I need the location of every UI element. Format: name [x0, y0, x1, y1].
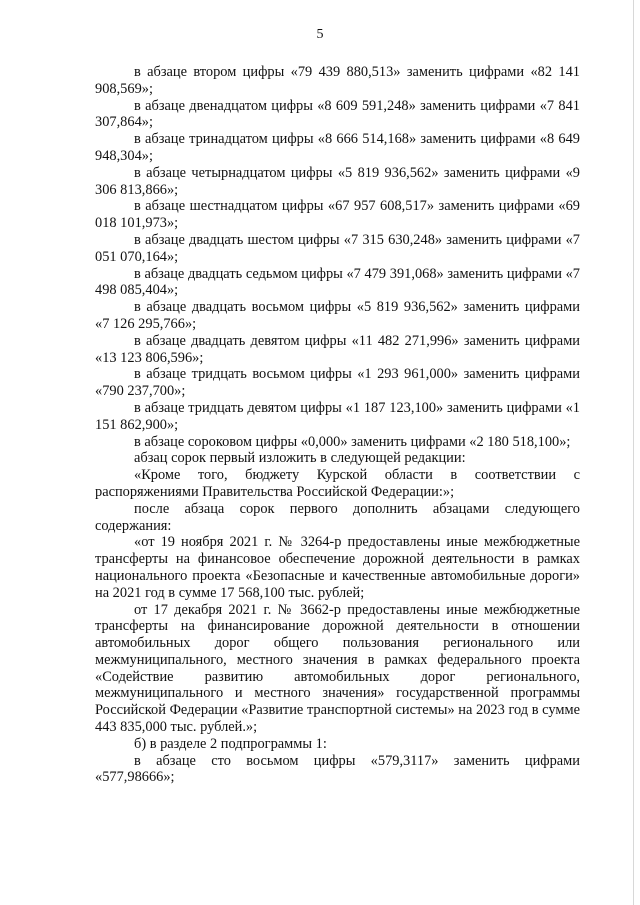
paragraph: «от 19 ноября 2021 г. № 3264-р предоставлены иные межбюджетные трансферты на финансовое обеспечение дорожной деятельности в рамках национального проекта «Безопасные и качественные автомобильные дороги» на 2021 год в сумме 17 568,100 тыс. рублей; [95, 534, 580, 601]
paragraph: в абзаце четырнадцатом цифры «5 819 936,562» заменить цифрами «9 306 813,866»; [95, 164, 580, 198]
scan-edge-line [633, 0, 634, 905]
page-number: 5 [316, 27, 324, 42]
paragraph: в абзаце сто восьмом цифры «579,3117» заменить цифрами «577,98666»; [95, 752, 580, 786]
paragraph: от 17 декабря 2021 г. № 3662-р предоставлены иные межбюджетные трансферты на финансирование дорожной деятельности в отношении автомобильных дорог общего пользования регионального или межмуниципального, местного значения в рамках федерального проекта «Содействие развитию автомобильных дорог регионального, межмуниципального и местного значения» государственной программы Российской Федерации «Развитие транспортной системы» на 2023 год в сумме 443 835,000 тыс. рублей.»; [95, 601, 580, 736]
paragraph: в абзаце тридцать восьмом цифры «1 293 961,000» заменить цифрами «790 237,700»; [95, 366, 580, 400]
document-body [95, 64, 580, 786]
paragraph: в абзаце тринадцатом цифры «8 666 514,168» заменить цифрами «8 649 948,304»; [95, 131, 580, 164]
paragraph: б) в разделе 2 подпрограммы 1: [134, 735, 327, 752]
paragraph: в абзаце втором цифры «79 439 880,513» заменить цифрами «82 141 908,569»; [95, 64, 580, 97]
paragraph: «Кроме того, бюджету Курской области в соответствии с распоряжениями Правительства Российской Федерации:»; [95, 467, 580, 500]
paragraph: в абзаце сороковом цифры «0,000» заменить цифрами «2 180 518,100»; [134, 433, 571, 450]
paragraph: в абзаце двадцать девятом цифры «11 482 271,996» заменить цифрами «13 123 806,596»; [95, 332, 580, 366]
paragraph: в абзаце двадцать седьмом цифры «7 479 391,068» заменить цифрами «7 498 085,404»; [95, 265, 580, 299]
paragraph: абзац сорок первый изложить в следующей редакции: [134, 450, 466, 467]
paragraph: в абзаце шестнадцатом цифры «67 957 608,517» заменить цифрами «69 018 101,973»; [95, 198, 580, 232]
paragraph: в абзаце двенадцатом цифры «8 609 591,248» заменить цифрами «7 841 307,864»; [95, 97, 580, 131]
paragraph: в абзаце двадцать шестом цифры «7 315 630,248» заменить цифрами «7 051 070,164»; [95, 231, 580, 265]
paragraph: в абзаце двадцать восьмом цифры «5 819 936,562» заменить цифрами «7 126 295,766»; [95, 299, 580, 332]
paragraph: после абзаца сорок первого дополнить абзацами следующего содержания: [95, 500, 580, 534]
paragraph: в абзаце тридцать девятом цифры «1 187 123,100» заменить цифрами «1 151 862,900»; [95, 399, 580, 433]
